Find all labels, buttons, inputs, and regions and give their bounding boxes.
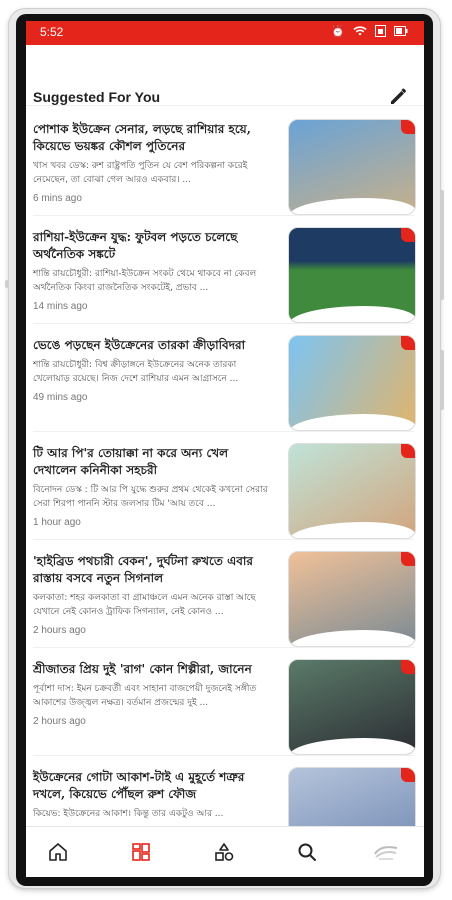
wave-decoration [289,630,415,647]
search-icon[interactable] [293,839,321,865]
article-card[interactable] [26,107,424,215]
article-card[interactable] [26,539,424,647]
bottom-navigation [26,826,424,877]
volume-button [440,350,444,410]
page-title: Suggested For You [33,89,161,105]
article-summary: শান্তি রায়চৌধুরী: বিশ্ব ক্রীড়াঙ্গনে ইউক্রেনের অনেক তারকা খেলোয়াড় রয়েছে। নিজ দেশে রাশিয়ার এমন আগ্রাসনে ... [33,360,239,384]
article-headline: ইউক্রেনের গোটা আকাশ-টাই এ মুহূর্তে শত্রুর দখলে, কিয়েভে পৌঁছল রুশ ফৌজ [33,770,245,801]
power-button [440,190,444,300]
bookmark-flag-icon [401,120,415,134]
wifi-icon [353,25,367,40]
grid-icon[interactable] [127,839,155,865]
side-button-left [5,280,9,288]
home-icon[interactable] [44,839,72,865]
article-summary: বিনোদন ডেস্ক : টি আর পি যুদ্ধে শুরুর প্রথম থেকেই কখনো সেরার সেরা শিরপা পাননি স্টার জলসার টিম 'আয় তবে ... [33,485,268,509]
article-card[interactable] [26,755,424,827]
wave-decoration [289,198,415,215]
article-summary: পূর্বাশা দাস: ইমন চক্রবর্তী এবং সাহানা বাজপেয়ী দুজনেই সঙ্গীত আকাশের উজ্জ্বল নক্ষত্র। বর্তমান প্রজন্মের দুই ... [33,684,257,708]
article-summary: শান্তি রায়চৌধুরী: রাশিয়া-ইউক্রেন সংকট থেমে থাকবে না কেবল অর্থনৈতিক কিংবা রাজনৈতিক সংকটেই, প্রভাব ... [33,269,257,293]
page-header [26,45,424,106]
article-text [33,445,273,528]
bookmark-flag-icon [401,660,415,674]
battery-icon [394,25,408,40]
football-stadium-image[interactable] [288,227,416,323]
status-icons [331,25,408,40]
article-card[interactable] [26,431,424,539]
bookmark-flag-icon [401,228,415,242]
wave-decoration [289,414,415,431]
wave-decoration [289,522,415,539]
alarm-icon: ⏰ [331,26,345,38]
man-glasses-image[interactable] [288,659,416,755]
soldiers-flags-image[interactable] [288,119,416,215]
article-card[interactable] [26,323,424,431]
article-text [33,769,273,827]
article-summary: কলকাতা: শহর কলকাতা বা গ্রামাঞ্চলে এমন অনেক রাস্তা আছে যেখানে নেই কোনও ট্রাফিক সিগন্যাল, নেই কোনও ... [33,593,256,617]
article-text [33,337,273,403]
article-time: 49 mins ago [33,392,88,403]
bookmark-flag-icon [401,336,415,350]
actress-portrait-image[interactable] [288,443,416,539]
article-summary: কিয়েভ: ইউক্রেনের আকাশ। কিন্তু তার একটুও আর ... [33,809,224,819]
article-headline: পোশাক ইউক্রেন সেনার, লড়ছে রাশিয়ার হয়ে, কিয়েভে ভয়ঙ্কর কৌশল পুতিনের [33,122,251,153]
athletes-image[interactable] [288,335,416,431]
bookmark-flag-icon [401,768,415,782]
article-headline: রাশিয়া-ইউক্রেন যুদ্ধ: ফুটবল পড়তে চলেছে অর্থনৈতিক সঙ্কটে [33,230,238,261]
article-time: 14 mins ago [33,301,88,312]
article-summary: খাস খবর ডেস্ক: রুশ রাষ্ট্রপতি পুতিন যে বেশ পরিকল্পনা করেই নেমেছেন, তা বোঝা গেল আরও একবার। ... [33,161,248,185]
article-feed [26,107,424,827]
edit-pencil-icon[interactable] [388,85,410,107]
article-card[interactable] [26,215,424,323]
article-text [33,229,273,312]
status-time: 5:52 [40,25,64,39]
article-card[interactable] [26,647,424,755]
status-bar [26,21,424,45]
article-headline: টি আর পি'র তোয়াক্কা না করে অন্য খেল দেখালেন কনিনীকা সহচরী [33,446,229,477]
bookmark-flag-icon [401,444,415,458]
article-text [33,121,273,204]
wave-decoration [289,306,415,323]
logo-icon[interactable] [372,839,400,865]
bookmark-flag-icon [401,552,415,566]
article-time: 2 hours ago [33,625,86,636]
sim-icon [375,25,386,40]
article-headline: 'হাইব্রিড পথচারী বেকন', দুর্ঘটনা রুখতে এবার রাস্তায় বসবে নতুন সিগনাল [33,554,253,585]
street-bus-image[interactable] [288,551,416,647]
wave-decoration [289,738,415,755]
article-text [33,553,273,636]
article-time: 6 mins ago [33,193,82,204]
article-headline: ভেঙে পড়ছেন ইউক্রেনের তারকা ক্রীড়াবিদরা [33,338,246,352]
jets-sky-image[interactable] [288,767,416,827]
shapes-icon[interactable] [210,839,238,865]
article-time: 1 hour ago [33,517,81,528]
article-text [33,661,273,727]
article-time: 2 hours ago [33,716,86,727]
article-headline: শ্রীজাতর প্রিয় দুই 'রাগ' কোন শিল্পীরা, জানেন [33,662,252,676]
app-screen [26,21,424,877]
